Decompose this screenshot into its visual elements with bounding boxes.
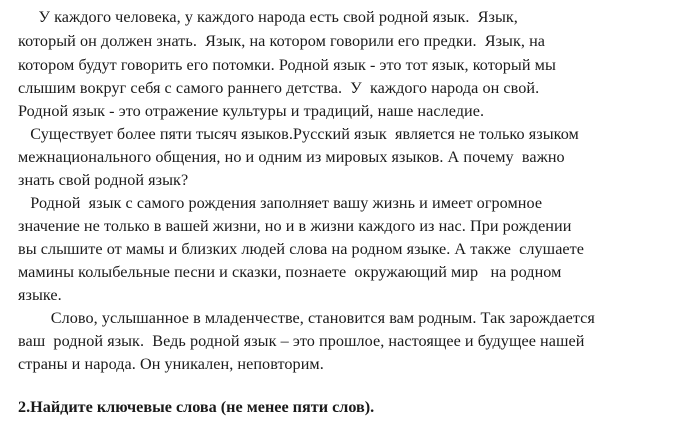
text-line-16: страны и народа. Он уникален, неповторим. xyxy=(18,355,324,373)
text-line-4: слышим вокруг себя с самого раннего детства. У каждого народа он свой. xyxy=(18,79,540,97)
text-line-13: языке. xyxy=(18,286,62,304)
text-line-7: межнационального общения, но и одним из мировых языков. А почему важно xyxy=(18,148,565,166)
text-line-14: Слово, услышанное в младенчестве, становится вам родным. Так зарождается xyxy=(18,309,595,327)
text-line-5: Родной язык - это отражение культуры и традиций, наше наследие. xyxy=(18,102,485,120)
text-line-8: знать свой родной язык? xyxy=(18,171,189,189)
text-line-9: Родной язык с самого рождения заполняет вашу жизнь и имеет огромное xyxy=(18,194,543,212)
task-question: 2.Найдите ключевые слова (не менее пяти слов). xyxy=(18,398,375,416)
text-line-10: значение не только в вашей жизни, но и в жизни каждого из нас. При рождении xyxy=(18,217,572,235)
text-line-2: который он должен знать. Язык, на котором говорили его предки. Язык, на xyxy=(18,32,546,50)
text-line-11: вы слышите от мамы и близких людей слова на родном языке. А также слушаете xyxy=(18,240,585,258)
text-line-6: Существует более пяти тысяч языков.Русский язык является не только языком xyxy=(18,125,579,143)
text-line-15: ваш родной язык. Ведь родной язык – это прошлое, настоящее и будущее нашей xyxy=(18,332,585,350)
text-line-12: мамины колыбельные песни и сказки, познаете окружающий мир на родном xyxy=(18,263,562,281)
text-line-3: котором будут говорить его потомки. Родной язык - это тот язык, который мы xyxy=(18,56,556,74)
text-line-1: У каждого человека, у каждого народа есть свой родной язык. Язык, xyxy=(18,8,518,26)
